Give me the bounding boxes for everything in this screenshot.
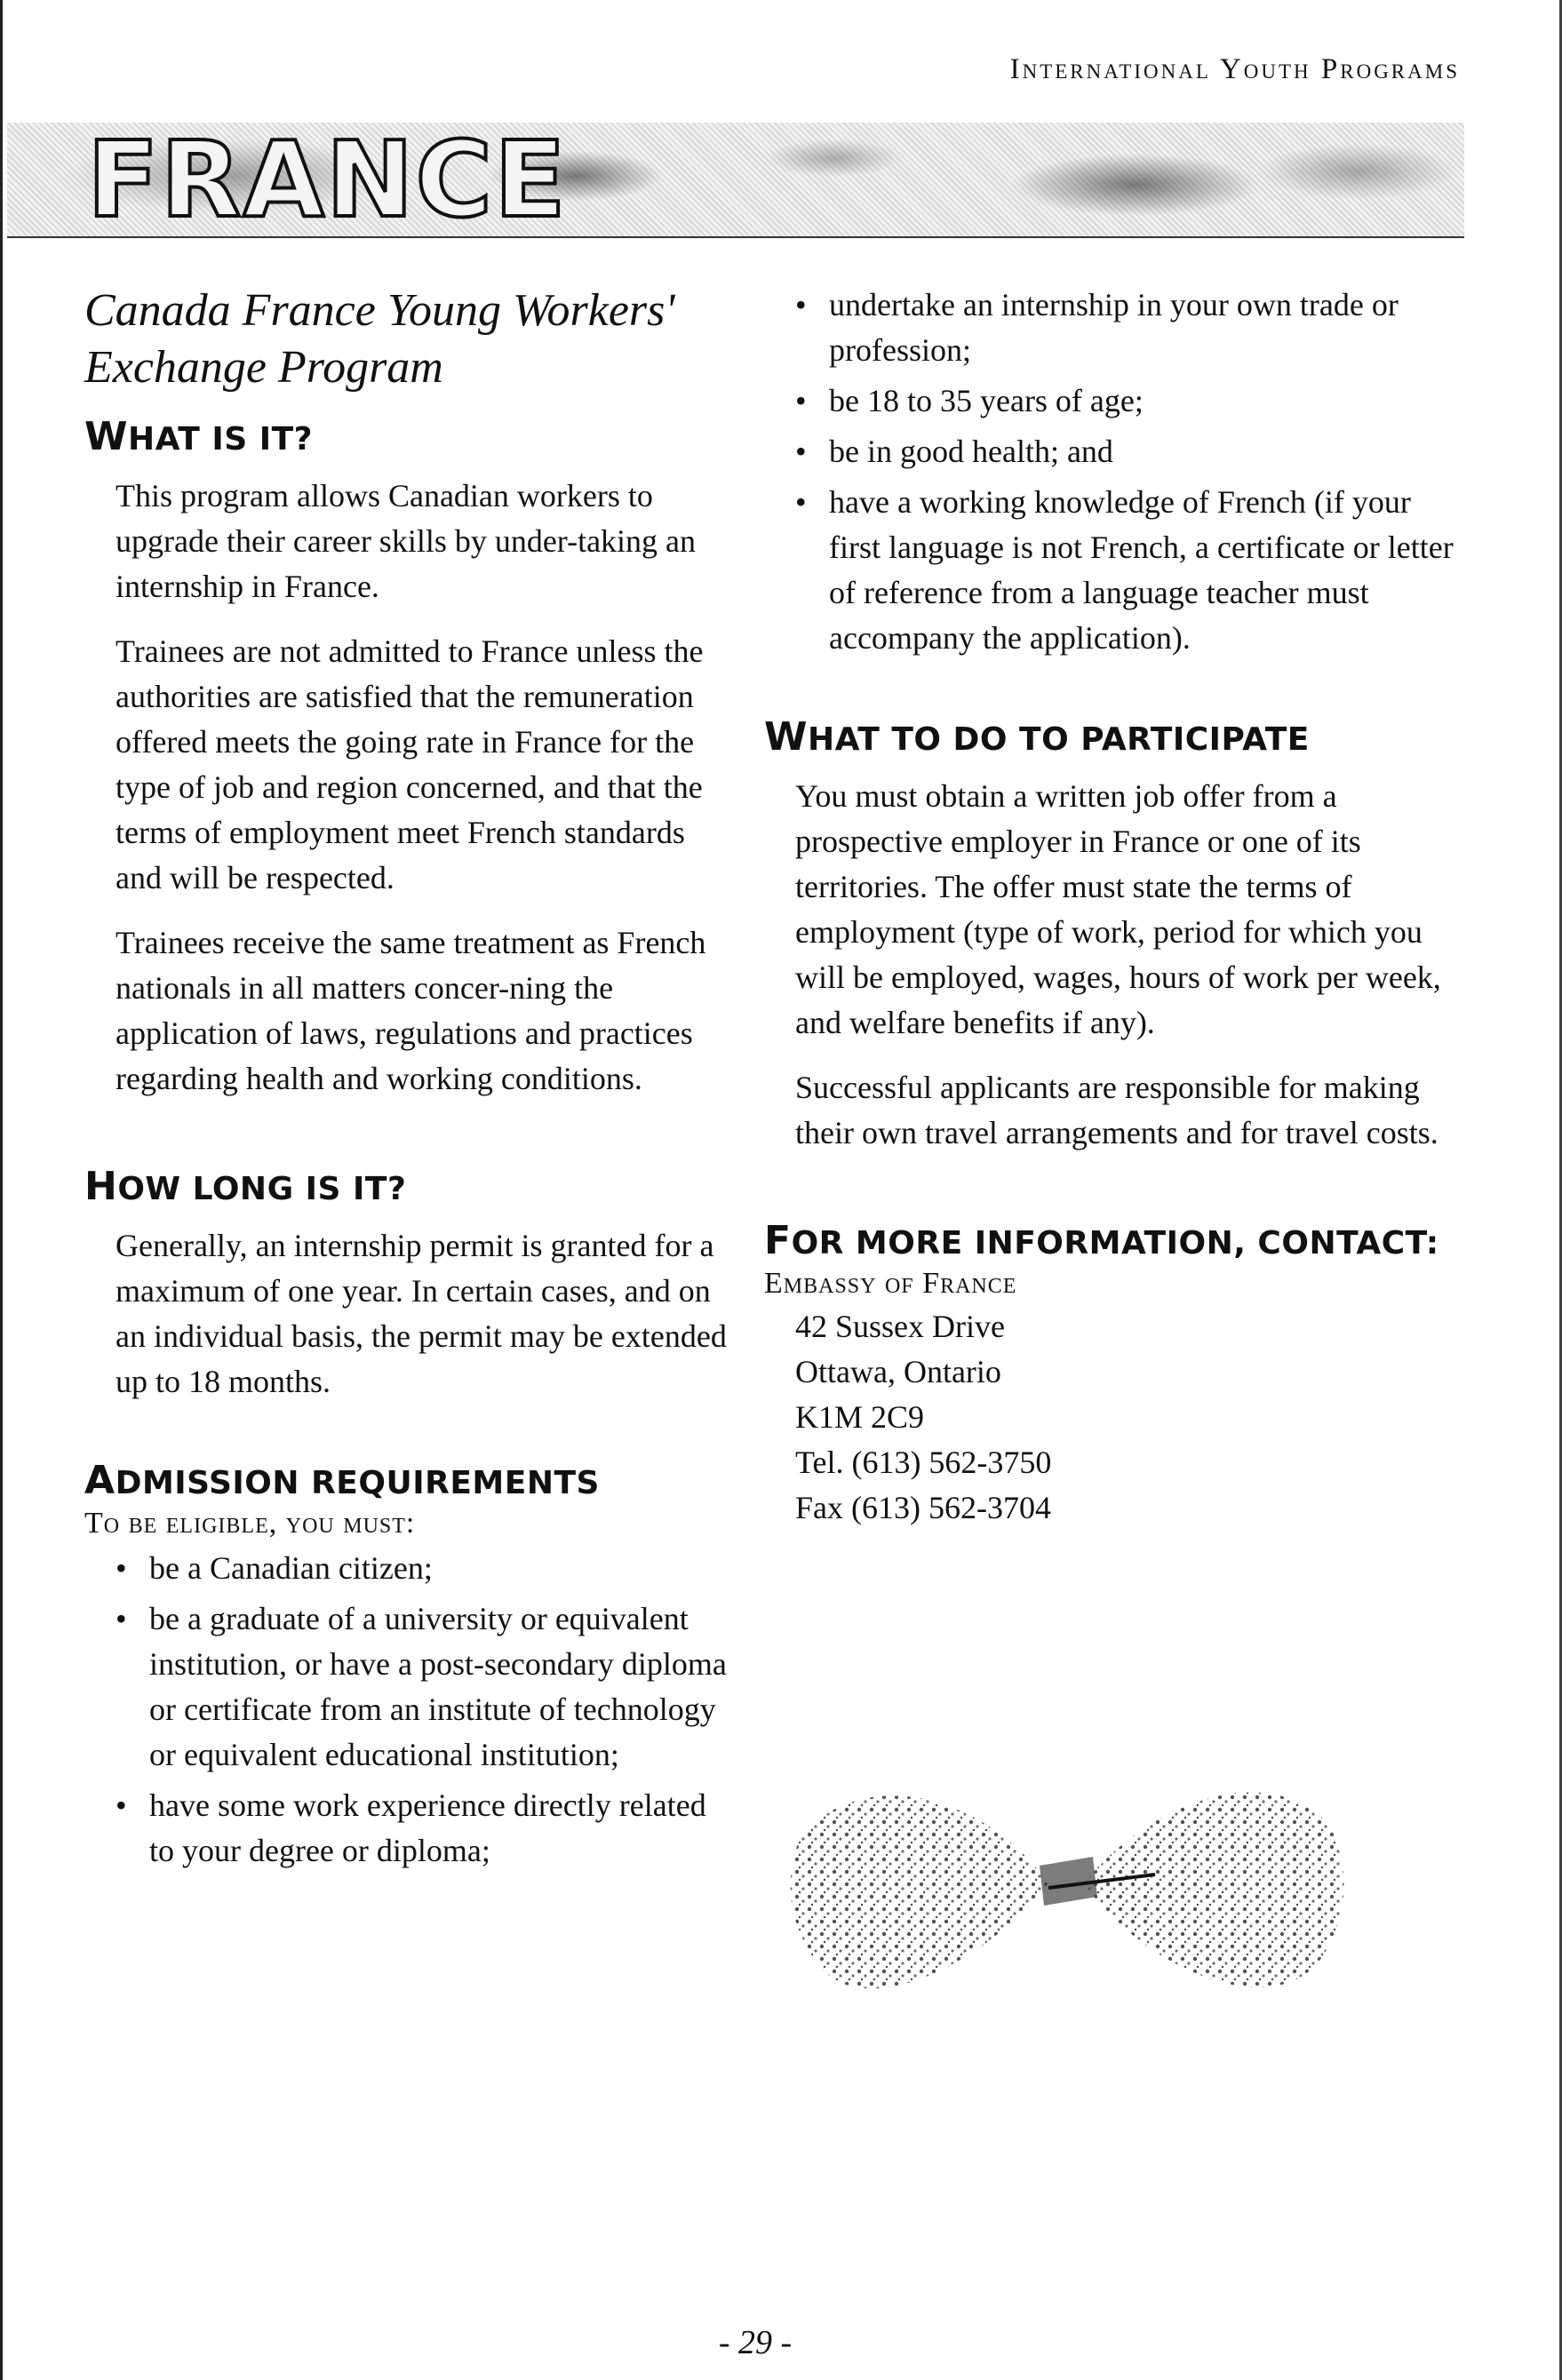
- contact-name: Embassy of France: [764, 1267, 1017, 1300]
- requirements-list-right: [764, 283, 1457, 661]
- banner-title: FRANCE: [87, 123, 568, 238]
- how-long-paragraph: Generally, an internship permit is granted for a maximum of one year. In certain cases, and on an individual basis, the permit may be extended up to 18 months.: [116, 1228, 727, 1399]
- program-title: [84, 283, 733, 396]
- program-title-line2: Exchange Program: [84, 342, 443, 393]
- contact-line: Tel. (613) 562-3750: [795, 1445, 1052, 1480]
- eligibility-subhead: To be eligible, you must:: [84, 1507, 416, 1540]
- right-column: [764, 283, 1457, 1531]
- list-item: • have some work experience directly related to your degree or diploma;: [116, 1783, 733, 1874]
- contact-line: K1M 2C9: [795, 1399, 925, 1435]
- requirements-list-left: [84, 1546, 733, 1874]
- list-item: • undertake an internship in your own trade or profession;: [795, 283, 1457, 373]
- contact-heading: FOR MORE INFORMATION, CONTACT:: [764, 1218, 1439, 1263]
- list-item: • have a working knowledge of French (if your first language is not French, a certificate or letter of reference from a language teacher must accompany the application).: [795, 480, 1457, 661]
- left-column: [84, 283, 733, 1879]
- contact-line: Fax (613) 562-3704: [795, 1490, 1051, 1525]
- contact-line: 42 Sussex Drive: [795, 1309, 1005, 1344]
- what-is-it-paragraph: Trainees receive the same treatment as French nationals in all matters concer-ning the application of laws, regulations and practices regarding health and working conditions.: [116, 925, 706, 1096]
- list-item: • be a Canadian citizen;: [116, 1546, 733, 1591]
- what-is-it-paragraph: Trainees are not admitted to France unless the authorities are satisfied that the remuneration offered meets the going rate in France for the type of job and region concerned, and that the terms of employment meet French standards and will be respected.: [116, 633, 704, 895]
- list-item: • be in good health; and: [795, 429, 1457, 474]
- participate-heading: WHAT TO DO TO PARTICIPATE: [764, 714, 1310, 760]
- page-number: - 29 -: [718, 2324, 793, 2361]
- what-is-it-heading: WHAT IS IT?: [84, 414, 314, 459]
- admission-heading: ADMISSION REQUIREMENTS: [84, 1458, 600, 1503]
- list-item: • be 18 to 35 years of age;: [795, 378, 1457, 424]
- running-head: International Youth Programs: [1009, 53, 1460, 85]
- program-title-line1: Canada France Young Workers': [84, 285, 675, 336]
- what-is-it-paragraph: This program allows Canadian workers to upgrade their career skills by under-taking an internship in France.: [116, 478, 697, 604]
- decorative-bow-graphic: [782, 1732, 1351, 2070]
- page-border-left: [0, 0, 3, 2380]
- france-banner: [7, 123, 1464, 238]
- list-item: • be a graduate of a university or equivalent institution, or have a post-secondary diploma or certificate from an institute of technology or equivalent educational institution;: [116, 1596, 733, 1778]
- participate-paragraph: Successful applicants are responsible for making their own travel arrangements and for travel costs.: [795, 1070, 1438, 1150]
- how-long-heading: HOW LONG IS IT?: [84, 1164, 407, 1209]
- participate-paragraph: You must obtain a written job offer from a prospective employer in France or one of its territories. The offer must state the terms of employment (type of work, period for which you will be employed, wages, hours of work per week, and welfare benefits if any).: [795, 778, 1441, 1040]
- contact-line: Ottawa, Ontario: [795, 1354, 1001, 1389]
